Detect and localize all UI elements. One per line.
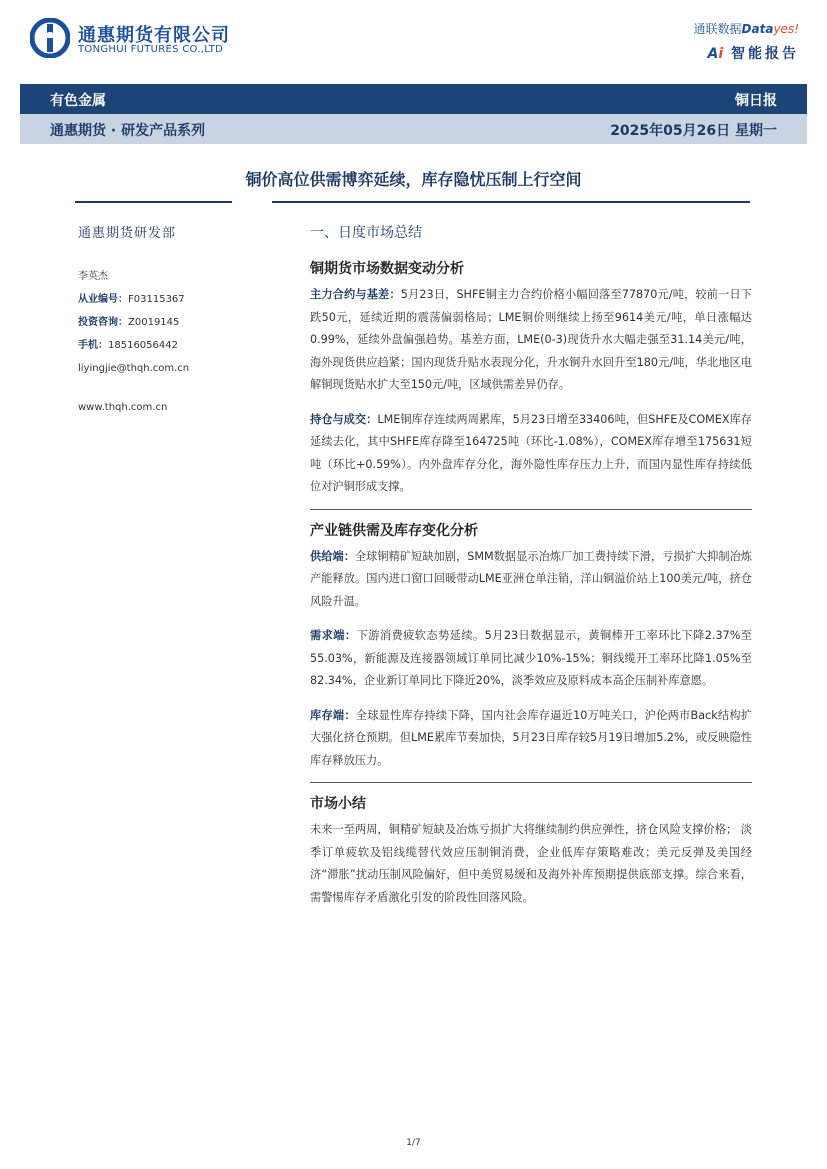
header-band-secondary — [20, 114, 807, 144]
license-line: 从业编号：F03115367 — [78, 294, 185, 305]
dept-name: 通惠期货研发部 — [78, 226, 177, 241]
author-sidebar — [78, 222, 248, 419]
ai-report-label: 智能报告 — [731, 46, 799, 62]
paragraph-contract-basis: 主力合约与基差：5月23日，SHFE铜主力合约价格小幅回落至77870元/吨，较前一日下跌50元，延续近期的震荡偏弱格局；LME铜价则继续上扬至9614美元/吨，单日涨幅达0.99%，延续外盘偏强趋势。基差方面，LME(0-3)现货升水大幅走强至31.14美元/吨，海外现货供应趋紧；国内现货升贴水表现分化，升水铜升水回升至180元/吨，华北地区电解铜现货贴水扩大至150元/吨，区域供需差异仍存。 — [310, 288, 752, 391]
subheading-summary: 市场小结 — [310, 796, 366, 812]
report-body — [310, 222, 752, 909]
report-title: 铜价高位供需博弈延续，库存隐忧压制上行空间 — [245, 170, 582, 189]
company-name-cn: 通惠期货有限公司 — [78, 25, 230, 46]
section-heading: 一、日度市场总结 — [310, 225, 422, 241]
datayes-prefix: 通联数据 — [693, 22, 742, 36]
paragraph-position-volume: 持仓与成交：LME铜库存连续两周累库，5月23日增至33406吨，但SHFE及COMEX库存延续去化，其中SHFE库存降至164725吨（环比-1.08%），COMEX库存增至175631短吨（环比+0.59%）。内外盘库存分化，海外隐性库存压力上升，而国内显性库存持续低位对沪铜形成支撑。 — [310, 412, 752, 493]
tonghui-logo-icon — [30, 18, 70, 58]
report-date: 2025年05月26日 星期一 — [610, 123, 777, 139]
email-link[interactable]: liyingjie@thqh.com.cn — [78, 363, 190, 374]
header-band-primary — [20, 84, 807, 114]
subheading-futures: 铜期货市场数据变动分析 — [310, 261, 464, 277]
datayes-brand: Data — [741, 22, 774, 36]
paragraph-supply: 供给端：全球铜精矿短缺加剧，SMM数据显示冶炼厂加工费持续下滑，亏损扩大抑制冶炼产能释放。国内进口窗口回暖带动LME亚洲仓单注销，洋山铜溢价站上100美元/吨，挤仓风险升温。 — [310, 549, 752, 608]
ai-mark: Ai — [707, 46, 724, 62]
section-divider — [310, 782, 752, 783]
section-divider — [310, 509, 752, 510]
subheading-supply-chain: 产业链供需及库存变化分析 — [310, 522, 478, 539]
website-link[interactable]: www.thqh.com.cn — [78, 402, 168, 413]
series-label: 通惠期货 · 研发产品系列 — [50, 123, 206, 139]
main-divider — [272, 201, 750, 203]
advisory-line: 投资咨询：Z0019145 — [78, 317, 180, 328]
sidebar-divider — [75, 201, 232, 203]
paragraph-inventory: 库存端：全球显性库存持续下降，国内社会库存逼近10万吨关口，沪伦两市Back结构扩大强化挤仓预期。但LME累库节奏加快，5月23日库存较5月19日增加5.2%，或反映隐性库存释放压力。 — [310, 708, 752, 767]
datayes-logo — [649, 20, 799, 62]
phone-line: 手机：18516056442 — [78, 340, 178, 351]
report-type-label: 铜日报 — [735, 93, 777, 109]
datayes-suffix: yes! — [773, 22, 799, 36]
paragraph-summary: 未来一至两周，铜精矿短缺及冶炼亏损扩大将继续制约供应弹性，挤仓风险支撑价格； 淡季订单疲软及铝线缆替代效应压制铜消费，企业低库存策略难改；美元反弹及美国经济“滞胀”扰动压制风险偏好，但中美贸易缓和及海外补库预期提供底部支撑。综合来看，需警惕库存矛盾激化引发的阶段性回落风险。 — [310, 823, 752, 904]
sector-label: 有色金属 — [50, 93, 106, 109]
company-logo — [30, 18, 240, 62]
analyst-name: 李英杰 — [78, 271, 108, 282]
paragraph-demand: 需求端：下游消费疲软态势延续。5月23日数据显示，黄铜棒开工率环比下降2.37%至55.03%，新能源及连接器领域订单同比减少10%-15%；铜线缆开工率环比降1.05%至82.34%，企业新订单同比下降近20%，淡季效应及原料成本高企压制补库意愿。 — [310, 629, 752, 687]
page-number: 1/7 — [406, 1138, 421, 1148]
company-name-en: TONGHUI FUTURES CO.,LTD — [78, 44, 224, 55]
